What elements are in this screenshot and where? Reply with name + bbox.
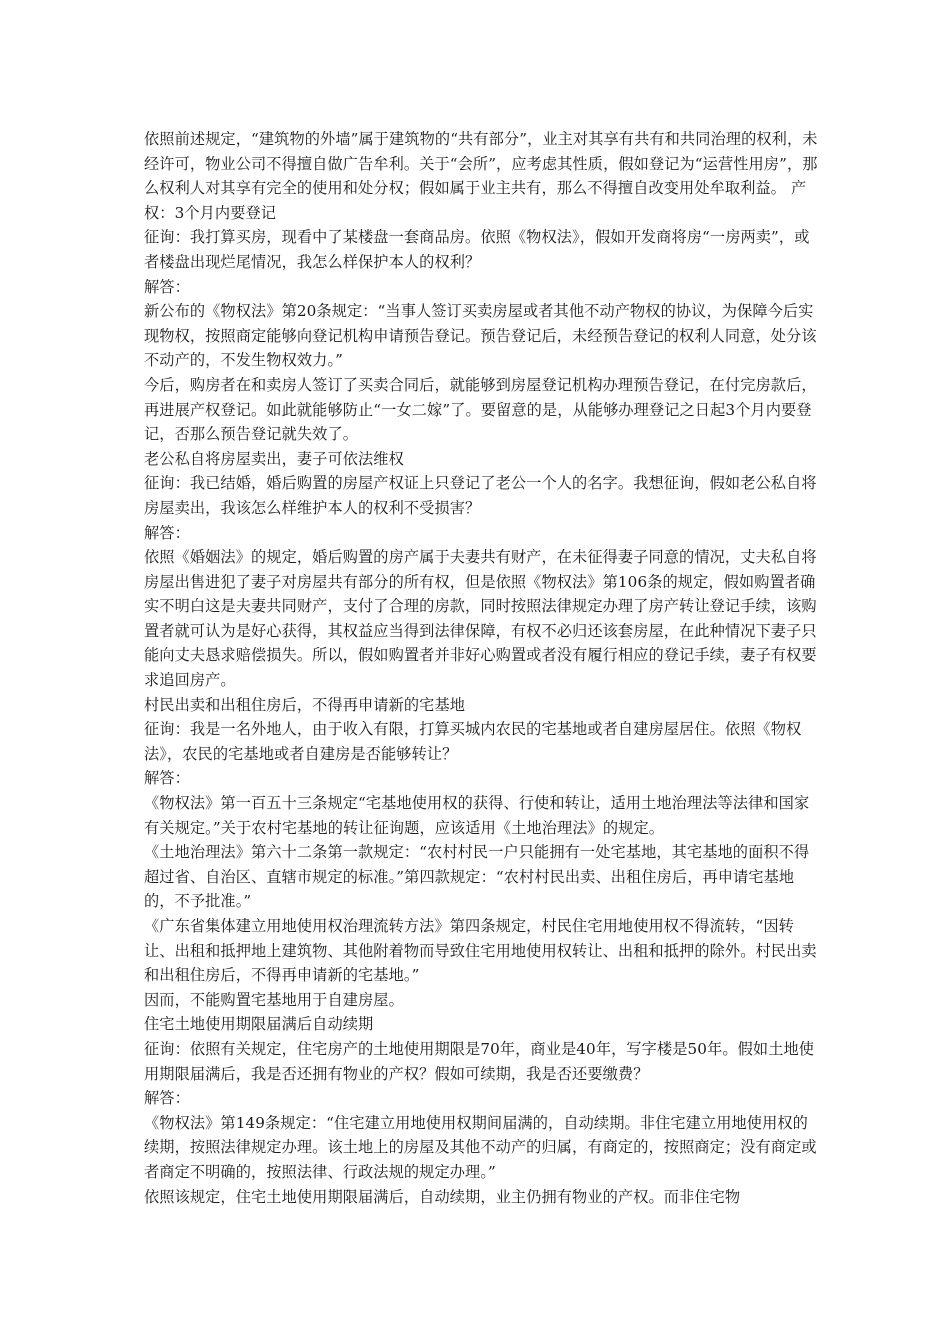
section-heading-2: 村民出卖和出租住房后，不得再申请新的宅基地 — [144, 695, 466, 714]
paragraph-9: 依照《婚姻法》的规定，婚后购置的房产属于夫妻共有财产，在未征得妻子同意的情况，丈夫私自将房屋出售进犯了妻子对房屋共有部分的所有权，但是依照《物权法》第106条的规定，假如购置者确实不明白这是夫妻共同财产，支付了合理的房款，同时按照法律规定办理了房产转让登记手续，该购置者就可认为是好心获得，其权益应当得到法律保障，有权不必归还该套房屋，在此种情况下妻子只能向丈夫恳求赔偿损失。所以，假如购置者并非好心购置或者没有履行相应的登记手续，妻子有权要求追回房产。 — [144, 548, 817, 690]
paragraph-18: 征询：依照有关规定，住宅房产的土地使用期限是70年，商业是40年，写字楼是50年。假如土地使用期限届满后，我是否还拥有物业的产权？假如可续期，我是否还要缴费？ — [144, 1039, 815, 1083]
paragraph-4: 新公布的《物权法》第20条规定：“当事人签订买卖房屋或者其他不动产物权的协议，为保障今后实现物权，按照商定能够向登记机构申请预告登记。预告登记后，未经预告登记的权利人同意，处分该不动产的，不发生物权效力。” — [144, 302, 817, 370]
document-body — [144, 127, 820, 1209]
section-heading-3: 住宅土地使用期限届满后自动续期 — [144, 1015, 374, 1034]
section-heading-1: 老公私自将房屋卖出，妻子可依法维权 — [144, 449, 404, 468]
paragraph-3: 解答： — [144, 277, 190, 296]
paragraph-14: 《土地治理法》第六十二条第一款规定：“农村村民一户只能拥有一处宅基地，其宅基地的面积不得超过省、自治区、直辖市规定的标准。”第四款规定：“农村村民出卖、出租住房后，再申请宅基地的，不予批准。” — [144, 843, 810, 911]
paragraph-20: 《物权法》第149条规定：“住宅建立用地使用权期间届满的，自动续期。非住宅建立用地使用权的续期，按照法律规定办理。该土地上的房屋及其他不动产的归属，有商定的，按照商定；没有商定或者商定不明确的，按照法律、行政法规的规定办理。” — [144, 1113, 817, 1181]
paragraph-8: 解答： — [144, 523, 190, 542]
paragraph-19: 解答： — [144, 1089, 190, 1108]
paragraph-11: 征询：我是一名外地人，由于收入有限，打算买城内农民的宅基地或者自建房屋居住。依照《物权法》，农民的宅基地或者自建房是否能够转让？ — [144, 720, 802, 763]
paragraph-16: 因而，不能购置宅基地用于自建房屋。 — [144, 990, 404, 1009]
paragraph-15: 《广东省集体建立用地使用权治理流转方法》第四条规定，村民住宅用地使用权不得流转，“因转让、出租和抵押地上建筑物、其他附着物而导致住宅用地使用权转让、出租和抵押的除外。村民出卖和出租住房后，不得再申请新的宅基地。” — [144, 917, 817, 985]
paragraph-12: 解答： — [144, 769, 190, 788]
paragraph-1: 依照前述规定，“建筑物的外墙”属于建筑物的“共有部分”，业主对其享有共有和共同治理的权利，未经许可，物业公司不得擅自做广告牟利。关于“会所”，应考虑其性质，假如登记为“运营性用房”，那么权利人对其享有完全的使用和处分权；假如属于业主共有，那么不得擅自改变用处牟取利益。 产权：3个月内要登记 — [144, 130, 818, 222]
paragraph-2: 征询：我打算买房，现看中了某楼盘一套商品房。依照《物权法》，假如开发商将房“一房两卖”，或者楼盘出现烂尾情况，我怎么样保护本人的权利？ — [144, 228, 810, 271]
paragraph-13: 《物权法》第一百五十三条规定“宅基地使用权的获得、行使和转让，适用土地治理法等法律和国家有关规定。”关于农村宅基地的转让征询题，应该适用《土地治理法》的规定。 — [144, 794, 810, 837]
paragraph-21: 依照该规定，住宅土地使用期限届满后，自动续期，业主仍拥有物业的产权。而非住宅物 — [144, 1187, 741, 1206]
paragraph-5: 今后，购房者在和卖房人签订了买卖合同后，就能够到房屋登记机构办理预告登记，在付完房款后，再进展产权登记。如此就能够防止“一女二嫁”了。要留意的是，从能够办理登记之日起3个月内要登记，否那么预告登记就失效了。 — [144, 375, 817, 444]
paragraph-7: 征询：我已结婚，婚后购置的房屋产权证上只登记了老公一个人的名字。我想征询，假如老公私自将房屋卖出，我该怎么样维护本人的权利不受损害？ — [144, 474, 817, 517]
